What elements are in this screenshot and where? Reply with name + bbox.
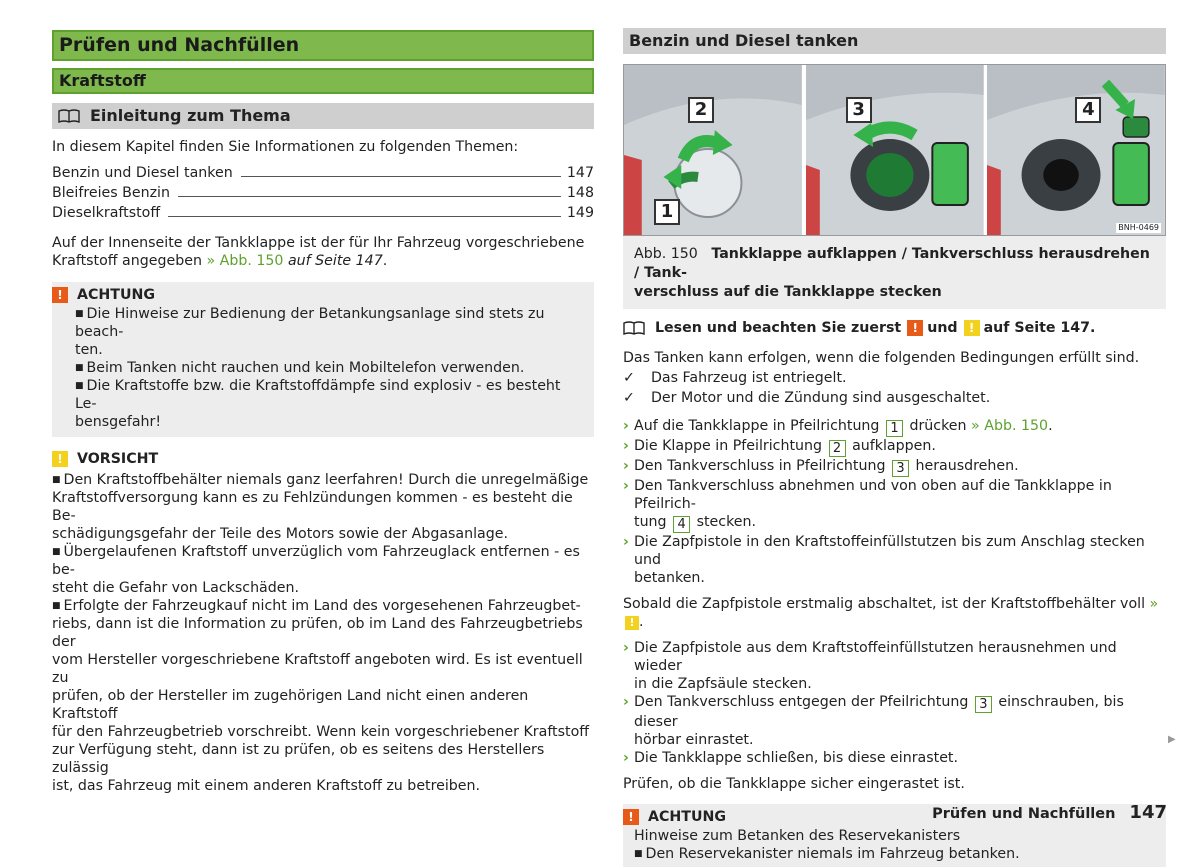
vorsicht-line: schädigungsgefahr der Teile des Motors sowie der Abgasanlage.	[52, 526, 508, 542]
footer-title: Prüfen und Nachfüllen	[932, 806, 1116, 822]
figure-link[interactable]: » Abb. 150	[206, 253, 284, 269]
achtung-item: ■ Die Kraftstoffe bzw. die Kraftstoffdämpfe sind explosiv - es besteht Le-	[75, 378, 561, 412]
achtung-line: Beim Tanken nicht rauchen und kein Mobiltelefon verwenden.	[86, 360, 525, 376]
read-first-text-b: und	[927, 320, 958, 336]
warning-red-icon: !	[623, 809, 639, 825]
step-item	[623, 533, 1166, 587]
toc-item[interactable]	[52, 162, 594, 182]
arrow-step-icon: ›	[623, 418, 629, 434]
book-icon	[623, 321, 645, 335]
step-item	[623, 639, 1166, 693]
toc-item-page: 149	[566, 205, 594, 221]
vorsicht-line: prüfen, ob der Hersteller im zugehörigen Land nicht einen anderen Kraftstoff	[52, 688, 529, 722]
caption-line1: Tankklappe aufklappen / Tankverschluss herausdrehen / Tank-	[634, 246, 1150, 281]
vorsicht-line: ■ Übergelaufenen Kraftstoff unverzüglich vom Fahrzeuglack entfernen - es be-	[52, 544, 580, 578]
check-text: Der Motor und die Zündung sind ausgeschaltet.	[651, 390, 991, 406]
condition-text: Das Tanken kann erfolgen, wenn die folgenden Bedingungen erfüllt sind.	[623, 350, 1140, 366]
check-closed-text: Prüfen, ob die Tankklappe sicher eingerastet ist.	[623, 776, 965, 792]
para-line2: Kraftstoff angegeben	[52, 253, 207, 269]
caution-yellow-icon[interactable]: !	[625, 616, 639, 630]
check-icon: ✓	[623, 390, 635, 406]
step-text: Den Tankverschluss in Pfeilrichtung 3 herausdrehen.	[634, 458, 1019, 476]
step-number: 4	[673, 516, 690, 533]
caution-link[interactable]: »	[1149, 596, 1159, 612]
figure-label-4: 4	[1075, 97, 1101, 123]
caution-yellow-icon[interactable]: !	[964, 320, 980, 336]
step-item	[623, 457, 1166, 477]
warning-red-icon[interactable]: !	[907, 320, 923, 336]
figure-caption	[623, 236, 1166, 309]
intro-heading-text: Einleitung zum Thema	[90, 106, 291, 125]
figure-panel-2	[806, 65, 984, 235]
caption-number: Abb. 150	[634, 246, 698, 262]
check-list	[623, 369, 1166, 409]
read-first-line	[623, 318, 1166, 338]
vorsicht-line: Kraftstoffversorgung kann es zu Fehlzündungen kommen - es besteht die Be-	[52, 490, 573, 524]
arrow-step-icon: ›	[623, 458, 629, 474]
achtung-line: Die Hinweise zur Bedienung der Betankungsanlage sind stets zu beach-	[75, 306, 545, 340]
vorsicht-line: ■ Den Kraftstoffbehälter niemals ganz leerfahren! Durch die unregelmäßige	[52, 472, 589, 488]
figure-code: BNH-0469	[1118, 223, 1160, 232]
chapter-title: Prüfen und Nachfüllen	[52, 30, 594, 61]
vorsicht-line: ■ Erfolgte der Fahrzeugkauf nicht im Land des vorgesehenen Fahrzeugbet-	[52, 598, 581, 614]
achtung-body	[623, 827, 1156, 863]
toc-item-label: Dieselkraftstoff	[52, 205, 161, 221]
vorsicht-title: VORSICHT	[77, 451, 159, 467]
toc-item-label: Benzin und Diesel tanken	[52, 165, 233, 181]
vorsicht-line: riebs, dann ist die Information zu prüfen, ob im Land des Fahrzeugbetriebs der	[52, 616, 583, 650]
para-end: .	[382, 253, 388, 269]
read-first-text-a: Lesen und beachten Sie zuerst	[655, 320, 902, 336]
step-number: 2	[829, 440, 846, 457]
full-tank-sentence: Sobald die Zapfpistole erstmalig abschaltet, ist der Kraftstoffbehälter voll	[623, 596, 1146, 612]
toc-list	[52, 162, 594, 222]
warning-red-icon: !	[52, 287, 68, 303]
step-text: Die Zapfpistole in den Kraftstoffeinfüllstutzen bis zum Anschlag stecken und betanken.	[634, 534, 1145, 586]
vorsicht-text: Den Kraftstoffbehälter niemals ganz leerfahren! Durch die unregelmäßige	[63, 472, 589, 488]
full-tank-text: Sobald die Zapfpistole erstmalig abschaltet, ist der Kraftstoffbehälter voll » ! .	[623, 596, 1159, 630]
page-footer	[932, 804, 1167, 823]
achtung-item-cont: ten.	[75, 342, 103, 358]
vorsicht-line: vom Hersteller vorgeschriebene Kraftstoff angeboten wird. Es ist eventuell zu	[52, 652, 583, 686]
toc-item-page: 147	[566, 165, 594, 181]
arrow-step-icon: ›	[623, 750, 629, 766]
step-text: Die Tankklappe schließen, bis diese einrastet.	[634, 750, 958, 766]
figure-label-3: 3	[846, 97, 872, 123]
section-title-tanken: Benzin und Diesel tanken	[623, 28, 1166, 54]
step-text: Den Tankverschluss abnehmen und von oben auf die Tankklappe in Pfeilrich- tung 4 stecken.	[634, 478, 1112, 532]
check-text: Das Fahrzeug ist entriegelt.	[651, 370, 847, 386]
achtung-item-cont: bensgefahr!	[75, 414, 162, 430]
figure-label-2: 2	[688, 97, 714, 123]
toc-leader	[241, 176, 561, 177]
achtung-text: Den Reservekanister niemals im Fahrzeug betanken.	[645, 846, 1020, 862]
achtung-item: ■ Beim Tanken nicht rauchen und kein Mobiltelefon verwenden.	[75, 360, 525, 376]
toc-item[interactable]	[52, 202, 594, 222]
figure-link[interactable]: » Abb. 150	[971, 418, 1049, 434]
fuel-info-paragraph	[52, 234, 594, 270]
figure-150	[623, 64, 1166, 236]
achtung-title: ACHTUNG	[648, 809, 726, 825]
toc-item-page: 148	[566, 185, 594, 201]
achtung-header	[52, 285, 584, 305]
arrow-step-icon: ›	[623, 534, 629, 550]
toc-item[interactable]	[52, 182, 594, 202]
step-text: Den Tankverschluss entgegen der Pfeilrichtung 3 einschrauben, bis dieser hörbar einrastet.	[634, 694, 1124, 748]
toc-leader	[178, 196, 561, 197]
continue-arrow-icon: ▶	[1168, 734, 1176, 745]
check-item	[623, 389, 1166, 409]
vorsicht-line: ist, das Fahrzeug mit einem anderen Kraftstoff zu betreiben.	[52, 778, 481, 794]
steps-finish	[623, 639, 1166, 767]
step-text: Die Zapfpistole aus dem Kraftstoffeinfüllstutzen herausnehmen und wieder in die Zapfsäule stecken.	[634, 640, 1117, 692]
step-item	[623, 417, 1166, 437]
step-item	[623, 693, 1166, 749]
arrow-step-icon: ›	[623, 478, 629, 494]
toc-leader	[168, 216, 561, 217]
vorsicht-line: steht die Gefahr von Lackschäden.	[52, 580, 299, 596]
steps-refuel	[623, 417, 1166, 587]
caution-yellow-icon: !	[52, 451, 68, 467]
right-column	[623, 28, 1166, 867]
achtung-box	[52, 282, 594, 437]
achtung-item: ■ Die Hinweise zur Bedienung der Betankungsanlage sind stets zu beach-	[75, 306, 545, 340]
arrow-step-icon: ›	[623, 640, 629, 656]
book-icon	[58, 109, 80, 123]
read-first-text-c: auf Seite 147.	[983, 320, 1096, 336]
step-text: Auf die Tankklappe in Pfeilrichtung 1 drücken » Abb. 150.	[634, 418, 1053, 436]
check-item	[623, 369, 1166, 389]
step-item	[623, 749, 1166, 767]
step-number: 3	[975, 696, 992, 713]
vorsicht-line: zur Verfügung steht, dann ist zu prüfen, ob es seitens des Herstellers zulässig	[52, 742, 545, 776]
step-number: 3	[892, 460, 909, 477]
page-number: 147	[1129, 802, 1167, 823]
intro-heading	[52, 103, 594, 129]
figure-panel-3	[987, 65, 1165, 235]
vorsicht-text: Übergelaufenen Kraftstoff unverzüglich vom Fahrzeuglack entfernen - es be-	[52, 544, 580, 578]
figure-panel-1	[624, 65, 802, 235]
step-item	[623, 437, 1166, 457]
achtung-body	[52, 305, 584, 431]
caption-line2: verschluss auf die Tankklappe stecken	[634, 284, 942, 300]
left-column	[52, 30, 594, 795]
toc-item-label: Bleifreies Benzin	[52, 185, 170, 201]
check-icon: ✓	[623, 370, 635, 386]
vorsicht-box	[52, 449, 594, 795]
arrow-step-icon: ›	[623, 438, 629, 454]
achtung-item: ■ Den Reservekanister niemals im Fahrzeug betanken.	[634, 846, 1020, 862]
achtung-line: Die Kraftstoffe bzw. die Kraftstoffdämpfe sind explosiv - es besteht Le-	[75, 378, 561, 412]
vorsicht-body	[52, 471, 594, 795]
para-line1: Auf der Innenseite der Tankklappe ist der für Ihr Fahrzeug vorgeschriebene	[52, 235, 585, 251]
para-italic: auf Seite 147	[283, 253, 383, 269]
figure-label-1: 1	[654, 199, 680, 225]
achtung-line: Hinweise zum Betanken des Reservekanisters	[634, 828, 961, 844]
vorsicht-header	[52, 449, 594, 469]
vorsicht-text: Erfolgte der Fahrzeugkauf nicht im Land des vorgesehenen Fahrzeugbet-	[63, 598, 581, 614]
achtung-title: ACHTUNG	[77, 287, 155, 303]
arrow-step-icon: ›	[623, 694, 629, 710]
intro-text: In diesem Kapitel finden Sie Informationen zu folgenden Themen:	[52, 139, 519, 155]
section-title-kraftstoff: Kraftstoff	[52, 68, 594, 94]
step-number: 1	[886, 420, 903, 437]
vorsicht-line: für den Fahrzeugbetrieb vorschreibt. Wenn kein vorgeschriebener Kraftstoff	[52, 724, 590, 740]
step-text: Die Klappe in Pfeilrichtung 2 aufklappen.	[634, 438, 936, 456]
step-item	[623, 477, 1166, 533]
